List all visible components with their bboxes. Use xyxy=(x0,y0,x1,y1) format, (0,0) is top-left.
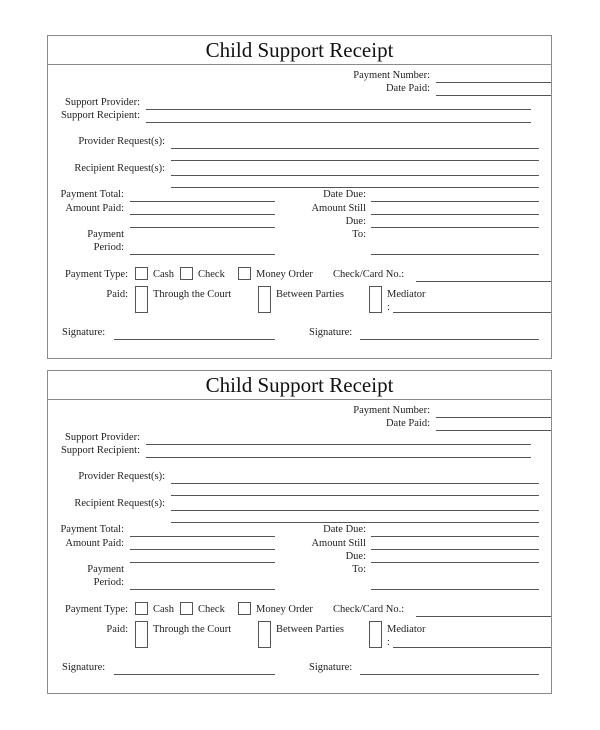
amount-still-due-label: Amount Still xyxy=(311,538,366,549)
amount-still-due-field-1[interactable] xyxy=(371,214,539,215)
mediator-label: Mediator xyxy=(387,289,426,300)
date-due-label: Date Due: xyxy=(323,524,366,535)
receipt-title: Child Support Receipt xyxy=(48,36,551,65)
payment-total-field[interactable] xyxy=(130,536,275,537)
amount-paid-field-2[interactable] xyxy=(130,227,275,228)
payment-period-field[interactable] xyxy=(130,254,275,255)
amount-still-due-field-1[interactable] xyxy=(371,549,539,550)
amount-paid-field[interactable] xyxy=(130,214,275,215)
date-paid-label: Date Paid: xyxy=(385,418,430,429)
cash-checkbox[interactable] xyxy=(135,602,148,615)
to-label: To: xyxy=(352,229,366,240)
amount-paid-field-2[interactable] xyxy=(130,562,275,563)
amount-still-due-label: Amount Still xyxy=(311,203,366,214)
date-paid-field[interactable] xyxy=(436,430,551,431)
signature-field-right[interactable] xyxy=(360,674,539,675)
support-provider-label: Support Provider: xyxy=(65,432,140,443)
payment-period-field[interactable] xyxy=(130,589,275,590)
receipt-form-1 xyxy=(47,35,552,359)
mediator-checkbox[interactable] xyxy=(369,286,382,313)
mediator-field[interactable] xyxy=(393,312,551,313)
provider-requests-field-2[interactable] xyxy=(171,160,539,161)
amount-still-due-label-2: Due: xyxy=(345,551,366,562)
between-parties-label: Between Parties xyxy=(276,289,344,300)
payment-period-label: Payment xyxy=(87,229,124,240)
provider-requests-field-1[interactable] xyxy=(171,148,539,149)
between-parties-checkbox[interactable] xyxy=(258,621,271,648)
support-recipient-field[interactable] xyxy=(146,122,531,123)
signature-field-left[interactable] xyxy=(114,674,275,675)
money-order-checkbox[interactable] xyxy=(238,267,251,280)
mediator-field[interactable] xyxy=(393,647,551,648)
check-card-no-field[interactable] xyxy=(416,616,551,617)
signature-label-right: Signature: xyxy=(309,327,353,338)
payment-number-label: Payment Number: xyxy=(353,405,430,416)
to-label: To: xyxy=(352,564,366,575)
recipient-requests-field-1[interactable] xyxy=(171,510,539,511)
receipt-form-2 xyxy=(47,370,552,694)
between-parties-checkbox[interactable] xyxy=(258,286,271,313)
check-card-no-field[interactable] xyxy=(416,281,551,282)
mediator-label: Mediator xyxy=(387,624,426,635)
check-checkbox[interactable] xyxy=(180,602,193,615)
payment-total-field[interactable] xyxy=(130,201,275,202)
amount-still-due-label-2: Due: xyxy=(345,216,366,227)
amount-paid-field[interactable] xyxy=(130,549,275,550)
support-provider-field[interactable] xyxy=(146,109,531,110)
date-paid-label: Date Paid: xyxy=(385,83,430,94)
through-court-checkbox[interactable] xyxy=(135,621,148,648)
support-recipient-label: Support Recipient: xyxy=(60,110,140,121)
signature-label-right: Signature: xyxy=(309,662,353,673)
check-card-no-label: Check/Card No.: xyxy=(333,604,405,615)
provider-requests-field-1[interactable] xyxy=(171,483,539,484)
check-label: Check xyxy=(198,604,225,615)
support-provider-field[interactable] xyxy=(146,444,531,445)
signature-field-left[interactable] xyxy=(114,339,275,340)
check-card-no-label: Check/Card No.: xyxy=(333,269,405,280)
provider-requests-label: Provider Request(s): xyxy=(78,471,165,482)
payment-period-label-2: Period: xyxy=(93,577,124,588)
date-due-field[interactable] xyxy=(371,536,539,537)
amount-paid-label: Amount Paid: xyxy=(65,203,124,214)
payment-number-field[interactable] xyxy=(436,82,551,83)
support-recipient-field[interactable] xyxy=(146,457,531,458)
payment-total-label: Payment Total: xyxy=(60,189,124,200)
through-court-label: Through the Court xyxy=(153,289,232,300)
money-order-checkbox[interactable] xyxy=(238,602,251,615)
through-court-checkbox[interactable] xyxy=(135,286,148,313)
recipient-requests-field-2[interactable] xyxy=(171,522,539,523)
through-court-label: Through the Court xyxy=(153,624,232,635)
recipient-requests-label: Recipient Request(s): xyxy=(74,163,165,174)
recipient-requests-field-2[interactable] xyxy=(171,187,539,188)
receipt-title: Child Support Receipt xyxy=(48,371,551,400)
amount-still-due-field-2[interactable] xyxy=(371,227,539,228)
amount-paid-label: Amount Paid: xyxy=(65,538,124,549)
amount-still-due-field-2[interactable] xyxy=(371,562,539,563)
between-parties-label: Between Parties xyxy=(276,624,344,635)
paid-label: Paid: xyxy=(106,624,128,635)
payment-number-field[interactable] xyxy=(436,417,551,418)
date-due-label: Date Due: xyxy=(323,189,366,200)
payment-total-label: Payment Total: xyxy=(60,524,124,535)
signature-field-right[interactable] xyxy=(360,339,539,340)
cash-checkbox[interactable] xyxy=(135,267,148,280)
check-label: Check xyxy=(198,269,225,280)
provider-requests-label: Provider Request(s): xyxy=(78,136,165,147)
cash-label: Cash xyxy=(153,604,174,615)
payment-period-label-2: Period: xyxy=(93,242,124,253)
to-field[interactable] xyxy=(371,254,539,255)
payment-number-label: Payment Number: xyxy=(353,70,430,81)
check-checkbox[interactable] xyxy=(180,267,193,280)
date-paid-field[interactable] xyxy=(436,95,551,96)
support-recipient-label: Support Recipient: xyxy=(60,445,140,456)
money-order-label: Money Order xyxy=(256,269,313,280)
payment-period-label: Payment xyxy=(87,564,124,575)
to-field[interactable] xyxy=(371,589,539,590)
signature-label-left: Signature: xyxy=(62,662,106,673)
money-order-label: Money Order xyxy=(256,604,313,615)
mediator-checkbox[interactable] xyxy=(369,621,382,648)
payment-type-label: Payment Type: xyxy=(65,269,128,280)
payment-type-label: Payment Type: xyxy=(65,604,128,615)
paid-label: Paid: xyxy=(106,289,128,300)
mediator-colon: : xyxy=(387,302,390,313)
cash-label: Cash xyxy=(153,269,174,280)
provider-requests-field-2[interactable] xyxy=(171,495,539,496)
date-due-field[interactable] xyxy=(371,201,539,202)
signature-label-left: Signature: xyxy=(62,327,106,338)
recipient-requests-field-1[interactable] xyxy=(171,175,539,176)
recipient-requests-label: Recipient Request(s): xyxy=(74,498,165,509)
support-provider-label: Support Provider: xyxy=(65,97,140,108)
mediator-colon: : xyxy=(387,637,390,648)
